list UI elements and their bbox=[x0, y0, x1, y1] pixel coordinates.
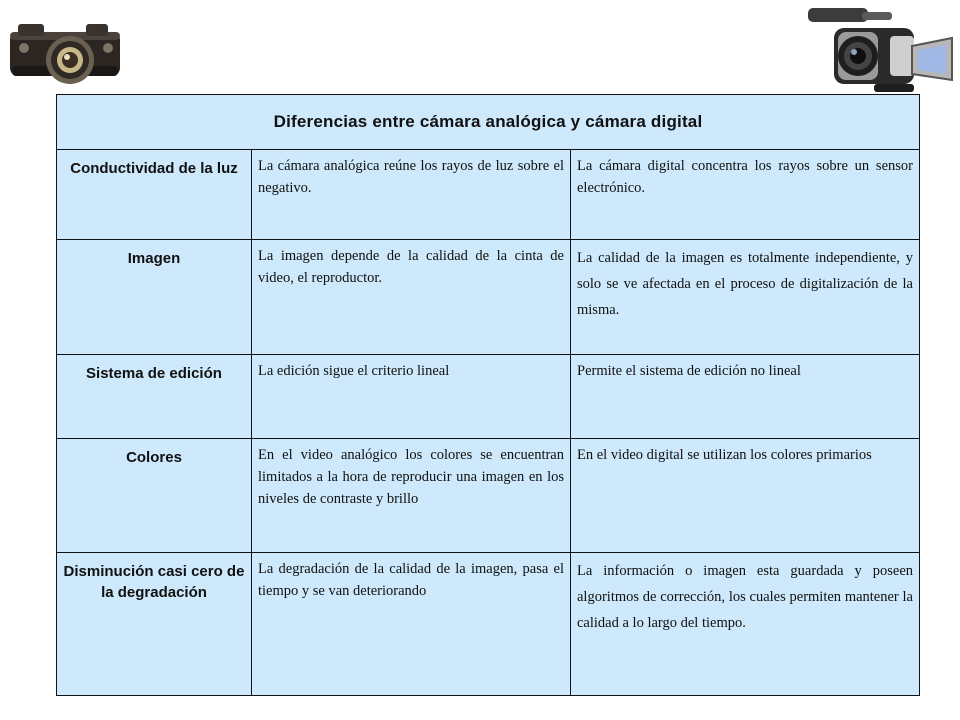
analog-cell: La degradación de la calidad de la imagen, pasa el tiempo y se van deteriorando bbox=[252, 553, 571, 696]
table-row bbox=[57, 150, 920, 240]
analog-cell: En el video analógico los colores se encuentran limitados a la hora de reproducir una imagen en los niveles de contraste y brillo bbox=[252, 439, 571, 553]
digital-cell: La información o imagen esta guardada y poseen algoritmos de corrección, los cuales permiten mantener la calidad a lo largo del tiempo. bbox=[571, 553, 920, 696]
row-label-conductividad: Conductividad de la luz bbox=[57, 150, 252, 240]
analog-camera-icon bbox=[4, 10, 126, 90]
digital-cell: La calidad de la imagen es totalmente independiente, y solo se ve afectada en el proceso de digitalización de la misma. bbox=[571, 240, 920, 355]
analog-cell: La cámara analógica reúne los rayos de luz sobre el negativo. bbox=[252, 150, 571, 240]
table-row bbox=[57, 240, 920, 355]
row-label-imagen: Imagen bbox=[57, 240, 252, 355]
table-row bbox=[57, 355, 920, 439]
table-row bbox=[57, 553, 920, 696]
digital-cell: Permite el sistema de edición no lineal bbox=[571, 355, 920, 439]
digital-cell: En el video digital se utilizan los colores primarios bbox=[571, 439, 920, 553]
row-label-colores: Colores bbox=[57, 439, 252, 553]
comparison-table bbox=[56, 94, 920, 696]
analog-cell: La imagen depende de la calidad de la cinta de video, el reproductor. bbox=[252, 240, 571, 355]
table-title: Diferencias entre cámara analógica y cámara digital bbox=[57, 95, 920, 150]
row-label-disminucion: Disminución casi cero de la degradación bbox=[57, 553, 252, 696]
row-label-sistema-edicion: Sistema de edición bbox=[57, 355, 252, 439]
table-row bbox=[57, 439, 920, 553]
analog-cell: La edición sigue el criterio lineal bbox=[252, 355, 571, 439]
video-camera-icon bbox=[804, 2, 956, 98]
digital-cell: La cámara digital concentra los rayos sobre un sensor electrónico. bbox=[571, 150, 920, 240]
